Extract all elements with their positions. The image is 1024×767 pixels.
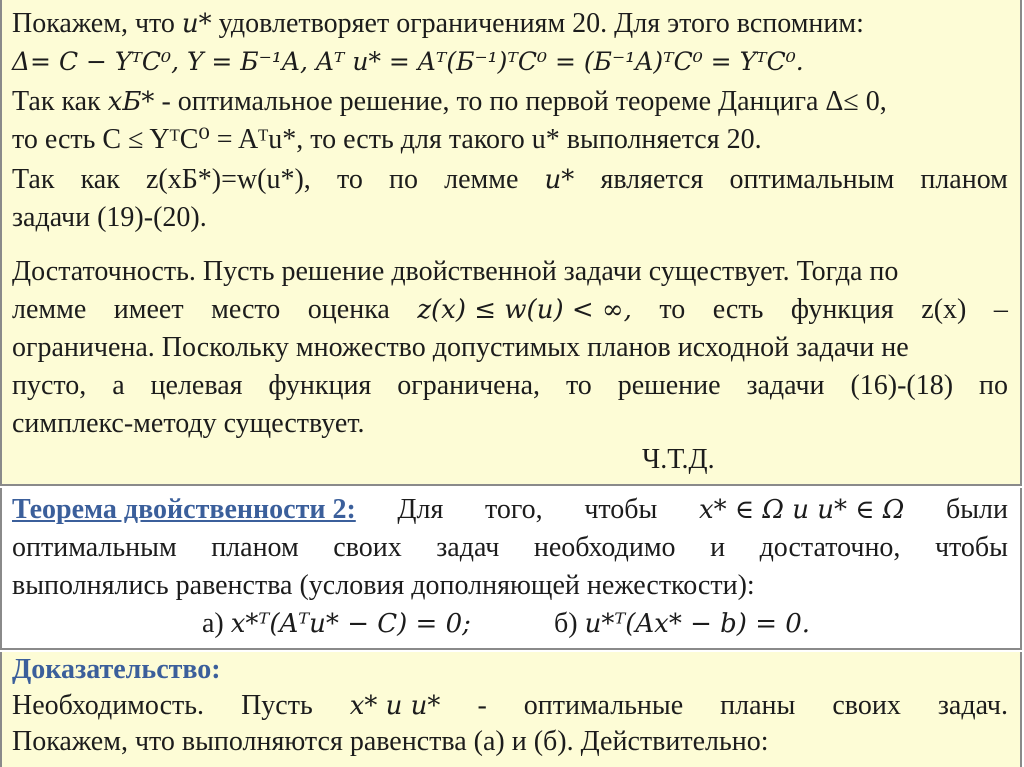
- theorem-panel: [0, 488, 1022, 650]
- text-line: симплекс-методу существует.: [12, 408, 365, 439]
- math-var: u*: [544, 165, 575, 195]
- word: задач.: [937, 690, 1008, 721]
- math-expr: z(x) ≤ w(u) < ∞,: [417, 295, 632, 325]
- equation: x*ᵀ(Aᵀu* − C) = 0;: [230, 609, 471, 639]
- word: Для: [397, 494, 444, 525]
- word: оптимальным: [12, 532, 177, 563]
- word: Необходимость.: [12, 690, 205, 721]
- equation-b: [554, 606, 1008, 642]
- word: своих: [333, 532, 402, 563]
- word: своих: [832, 690, 901, 721]
- text-line: Покажем, что выполняются равенства (а) и (б). Действительно:: [12, 726, 769, 757]
- word: -: [477, 690, 487, 721]
- math-expr: x* ∈ Ω и u* ∈ Ω: [698, 495, 905, 525]
- proof-heading: Доказательство:: [12, 654, 221, 685]
- word: (16)-(18): [850, 370, 954, 401]
- word: планы: [720, 690, 796, 721]
- text: - оптимальное решение, то по первой теореме Данцига Δ≤ 0,: [161, 86, 887, 117]
- word: планом: [920, 164, 1008, 195]
- text-line-justified: [12, 530, 1008, 566]
- word: пусто,: [12, 370, 87, 401]
- word: есть: [712, 294, 764, 325]
- text-line-justified: [12, 162, 1008, 198]
- word: целевая: [150, 370, 243, 401]
- proof-title: [12, 652, 1008, 688]
- word: z(x): [921, 294, 967, 325]
- word: и: [710, 532, 726, 563]
- word: решение: [617, 370, 721, 401]
- equation-label: а): [202, 608, 224, 639]
- text: удовлетворяет ограничениям 20. Для этого вспомним:: [218, 8, 864, 39]
- word: по: [388, 164, 418, 195]
- theorem-line: [12, 492, 1008, 528]
- math-expr: x* и u*: [349, 691, 441, 721]
- formula-line: Δ= C − YᵀC⁰, Y = Б⁻¹A, Aᵀ u* = Aᵀ(Б⁻¹)ᵀC⁰ = (Б⁻¹A)ᵀC⁰ = YᵀC⁰.: [12, 47, 804, 76]
- theorem-title: Теорема двойственности 2:: [12, 494, 356, 525]
- word: задачи: [746, 370, 825, 401]
- word: планом: [211, 532, 299, 563]
- qed-mark: Ч.Т.Д.: [642, 444, 715, 475]
- text-line: ограничена. Поскольку множество допустимых планов исходной задачи не: [12, 332, 909, 363]
- word: то: [336, 164, 363, 195]
- word: оптимальные: [523, 690, 684, 721]
- text-line: [12, 84, 1008, 120]
- text-line: задачи (19)-(20).: [12, 202, 207, 233]
- word: функция: [790, 294, 894, 325]
- word: а: [112, 370, 125, 401]
- word: достаточно,: [759, 532, 901, 563]
- word: необходимо: [533, 532, 676, 563]
- word: лемме: [444, 164, 519, 195]
- math-var: u*: [181, 9, 212, 39]
- text: Так как: [12, 86, 101, 117]
- word: z(xБ*)=w(u*),: [145, 164, 311, 195]
- equation-label: б): [554, 608, 578, 639]
- word: были: [945, 494, 1008, 525]
- word: то: [659, 294, 686, 325]
- word: как: [80, 164, 120, 195]
- word: задач: [436, 532, 500, 563]
- word: чтобы: [584, 494, 658, 525]
- text: Покажем, что: [12, 8, 175, 39]
- word: Пусть: [241, 690, 313, 721]
- math-var: xБ*: [107, 87, 155, 117]
- word: оценка: [307, 294, 390, 325]
- word: место: [211, 294, 281, 325]
- text-line: [12, 6, 1008, 42]
- word: то: [565, 370, 592, 401]
- proof-panel-bottom: [0, 652, 1022, 767]
- equation: u*ᵀ(Ax* − b) = 0.: [584, 609, 811, 639]
- word: по: [978, 370, 1008, 401]
- word: является: [600, 164, 704, 195]
- word: того,: [485, 494, 543, 525]
- word: функция: [268, 370, 372, 401]
- text-line-justified: [12, 292, 1008, 328]
- text-line-justified: [12, 688, 1008, 724]
- word: ограничена,: [397, 370, 541, 401]
- word: оптимальным: [729, 164, 895, 195]
- text-line: выполнялись равенства (условия дополняющей нежесткости):: [12, 570, 755, 601]
- text-line: то есть C ≤ YᵀC⁰ = Aᵀu*, то есть для такого u* выполняется 20.: [12, 124, 762, 155]
- word: чтобы: [934, 532, 1008, 563]
- word: имеет: [113, 294, 184, 325]
- text-line: Достаточность. Пусть решение двойственной задачи существует. Тогда по: [12, 256, 899, 287]
- word: лемме: [12, 294, 87, 325]
- text-line-justified: [12, 368, 1008, 404]
- word: –: [993, 294, 1008, 325]
- word: Так: [12, 164, 55, 195]
